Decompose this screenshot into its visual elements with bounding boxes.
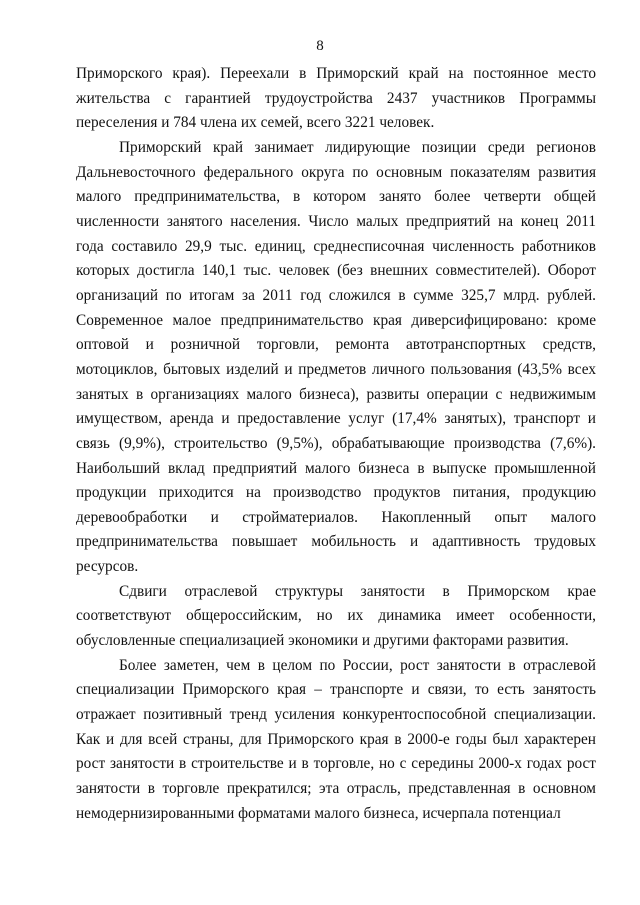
paragraph-employment-growth: Более заметен, чем в целом по России, рост занятости в отраслевой специализации Приморского края – транспорте и связи, то есть занятость отражает позитивный тренд усиления конкурентоспособной специализации. Как и для всей страны, для Приморского края в 2000-е годы был характерен рост занятости в строительстве и в торговле, но с середины 2000-х годах рост занятости в торговле прекратился; эта отрасль, представленная в основном немодернизированными форматами малого бизнеса, исчерпала потенциал xyxy=(76,656,596,822)
paragraph-employment-shifts: Сдвиги отраслевой структуры занятости в Приморском крае соответствуют общероссийским, но их динамика имеет особенности, обусловленные специализацией экономики и другими факторами развития. xyxy=(76,582,596,650)
body-text xyxy=(76,62,596,826)
paragraph-continuation: Приморского края). Переехали в Приморский край на постоянное место жительства с гарантией трудоустройства 2437 участников Программы переселения и 784 члена их семей, всего 3221 человек. xyxy=(76,65,596,132)
page-number: 8 xyxy=(316,38,324,54)
paragraph-small-business: Приморский край занимает лидирующие позиции среди регионов Дальневосточного федерального округа по основным показателям развития малого предпринимательства, в котором занято более четверти общей численности занятого населения. Число малых предприятий на конец 2011 года составило 29,9 тыс. единиц, среднесписочная численность работников которых достигла 140,1 тыс. человек (без внешних совместителей). Оборот организаций по итогам за 2011 год сложился в сумме 325,7 млрд. рублей. Современное малое предпринимательство края диверсифицировано: кроме оптовой и розничной торговли, ремонта автотранспортных средств, мотоциклов, бытовых изделий и предметов личного пользования (43,5% всех занятых в организациях малого бизнеса), развиты операции с недвижимым имуществом, аренда и предоставление услуг (17,4% занятых), транспорт и связь (9,9%), строительство (9,5%), обрабатывающие производства (7,6%). Наибольший вклад предприятий малого бизнеса в выпуске промышленной продукции приходится на производство продуктов питания, продукцию деревообработки и стройматериалов. Накопленный опыт малого предпринимательства повышает мобильность и адаптивность трудовых ресурсов. xyxy=(76,138,596,576)
